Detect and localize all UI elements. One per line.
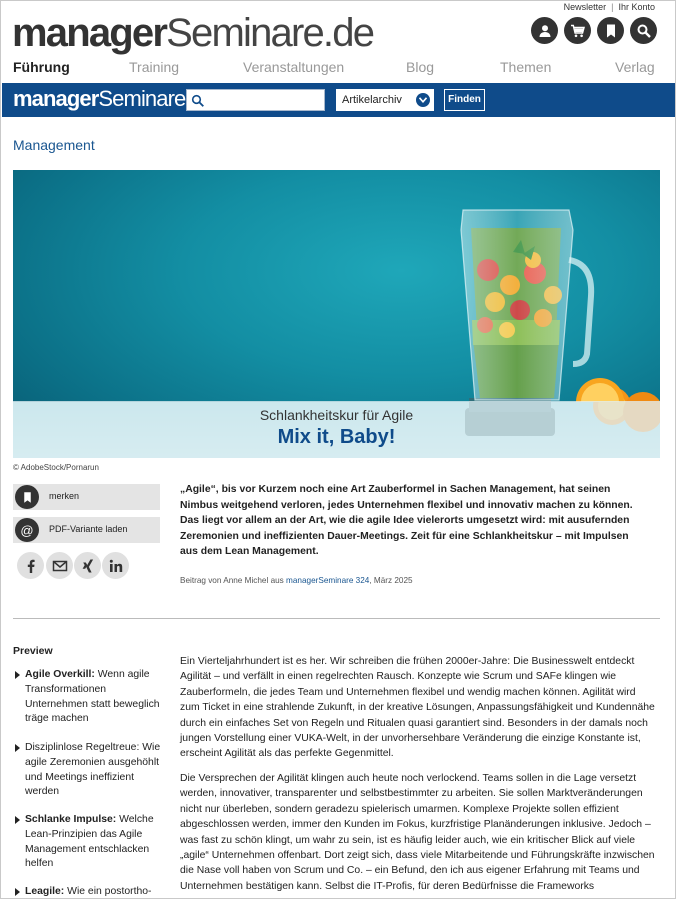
- main-nav: [13, 59, 653, 79]
- bar-logo-bold: manager: [13, 86, 99, 111]
- preview-item-text: Wie ein postortho-: [64, 886, 152, 897]
- nav-item-training[interactable]: Training: [129, 59, 180, 75]
- body-paragraph: Die Versprechen der Agilität klingen auch heute noch verlockend. Teams sollen in die Lage versetzt werden, innovativer, transparenter und selbstbestimmter zu arbeiten. Sie sollen Marktveränderungen nicht nur überleben, sondern geradezu spielerisch umarmen. Komplexe Projekte sollen effizient abgeschlossen werden, immer den Kunden im Fokus, kurzfristige Planänderungen inklusive. Jedoch – was fast zu schön klingt, um wahr zu sein, ist es häufig leider auch, wie ein kritischer Blick auf viele „agile“ Unternehmen offenbart. Dort zeigt sich, dass viele Mitarbeitende und Führungskräfte inzwischen die Nase voll haben von Scrum und Co. – ein Befund, den ich aus eigener Erfahrung mit Teams und Unternehmen bestätigen kann. Selbst die IT-Profis, für deren Bedürfnisse die Frameworks: [180, 773, 655, 892]
- article-kicker: Schlankheitskur für Agile: [259, 407, 414, 423]
- preview-item-text: Welche Lean-Prinzipien das Agile Management entschlacken helfen: [25, 814, 154, 870]
- logo-bold: manager: [12, 11, 167, 55]
- section-divider: [13, 618, 660, 619]
- mail-icon[interactable]: [46, 552, 73, 579]
- bookmark-button-label: merken: [49, 491, 80, 501]
- pdf-download-button[interactable]: [13, 517, 160, 543]
- bookmark-button[interactable]: [13, 484, 160, 510]
- preview-item-bold: Schlanke Impulse:: [25, 814, 117, 825]
- top-links: [564, 2, 655, 12]
- magnifier-icon: [191, 94, 205, 108]
- bookmark-icon: [15, 485, 39, 509]
- archive-select[interactable]: [336, 89, 434, 111]
- preview-item-bold: Agile Overkill:: [25, 669, 95, 680]
- article-lead: „Agile“, bis vor Kurzem noch eine Art Zauberformel in Sachen Management, hat seinen Nimbus weitgehend verloren, jedes Unternehmen flexibel und innovativ machen zu können. Das liegt vor allem an der Art, wie die agile Idee vielerorts umgesetzt wird: mit ausufernden Zeremonien und ineffizienten Dauer-Meetings. Zeit für eine Schlankheitskur – mit Impulsen aus dem Lean Management.: [180, 484, 633, 557]
- preview-item[interactable]: [13, 668, 163, 727]
- bookmark-icon[interactable]: [597, 17, 624, 44]
- bar-logo-light: Seminare: [98, 86, 186, 111]
- category-link[interactable]: Management: [13, 137, 95, 153]
- nav-item-blog[interactable]: Blog: [406, 59, 435, 75]
- bar-logo[interactable]: [13, 86, 185, 112]
- preview-item-text: Wenn agile Transformationen Unternehmen statt beweglich träge machen: [25, 669, 160, 725]
- article-title: Mix it, Baby!: [277, 426, 396, 448]
- facebook-icon[interactable]: [17, 552, 44, 579]
- preview-heading: Preview: [13, 645, 53, 657]
- byline-magazine-link[interactable]: managerSeminare 324: [286, 576, 370, 585]
- search-field[interactable]: [186, 89, 325, 111]
- nav-item-verlag[interactable]: Verlag: [615, 59, 655, 75]
- search-icon[interactable]: [630, 17, 657, 44]
- article-byline: [180, 576, 413, 585]
- image-credit: © AdobeStock/Pornarun: [13, 463, 99, 472]
- cart-icon[interactable]: [564, 17, 591, 44]
- body-paragraph: Ein Vierteljahrhundert ist es her. Wir schreiben die frühen 2000er-Jahre: Die Businesswelt entdeckt Agilität – und verfällt in einen regelrechten Rausch. Konzepte wie Scrum und SAFe klingen wie Zauberformeln, die jedes Team und Unternehmen flexibel und wendig machen können. Agilität wird zum Ticket in eine strahlende Zukunft, in der kreative Lösungen, Anpassungsfähigkeit und Kundennähe durch ein einfaches Set von Regeln und Ritualen quasi garantiert sind. Besonders in der damals noch jungen Vorstellung einer VUKA-Welt, in der unvorhersehbare Veränderung die einzige Konstante ist, erscheint Agilität als das perfekte Gegenmittel.: [180, 656, 655, 760]
- account-link[interactable]: Ihr Konto: [618, 2, 655, 12]
- user-icon[interactable]: [531, 17, 558, 44]
- logo-light: Seminare.de: [166, 11, 374, 55]
- pdf-download-label: PDF-Variante laden: [49, 524, 128, 534]
- archive-select-label: Artikelarchiv: [342, 94, 402, 106]
- site-logo[interactable]: [12, 10, 373, 56]
- newsletter-link[interactable]: Newsletter: [563, 2, 607, 12]
- chevron-down-icon: [416, 93, 430, 107]
- hero-caption: [13, 401, 660, 458]
- byline-prefix: Beitrag von Anne Michel aus: [180, 576, 287, 585]
- nav-item-veranstaltungen[interactable]: Veranstaltungen: [243, 59, 345, 75]
- xing-icon[interactable]: [74, 552, 101, 579]
- preview-item[interactable]: [13, 885, 163, 899]
- linkedin-icon[interactable]: [102, 552, 129, 579]
- preview-item[interactable]: [13, 813, 163, 872]
- hero-image: [13, 170, 660, 458]
- preview-item-bold: Leagile:: [25, 886, 65, 897]
- search-input[interactable]: [209, 92, 321, 108]
- at-sign-icon: @: [15, 518, 39, 542]
- nav-item-fuehrung[interactable]: Führung: [13, 59, 70, 75]
- byline-suffix: , März 2025: [369, 576, 413, 585]
- preview-item[interactable]: [13, 741, 163, 800]
- find-button[interactable]: Finden: [444, 89, 485, 111]
- search-bar: [2, 83, 676, 117]
- preview-item-text: Disziplinlose Regeltreue: Wie agile Zeremonien ausgehöhlt und Meetings ineffizient werden: [25, 742, 161, 798]
- nav-item-themen[interactable]: Themen: [500, 59, 552, 75]
- top-links-separator: |: [611, 2, 614, 12]
